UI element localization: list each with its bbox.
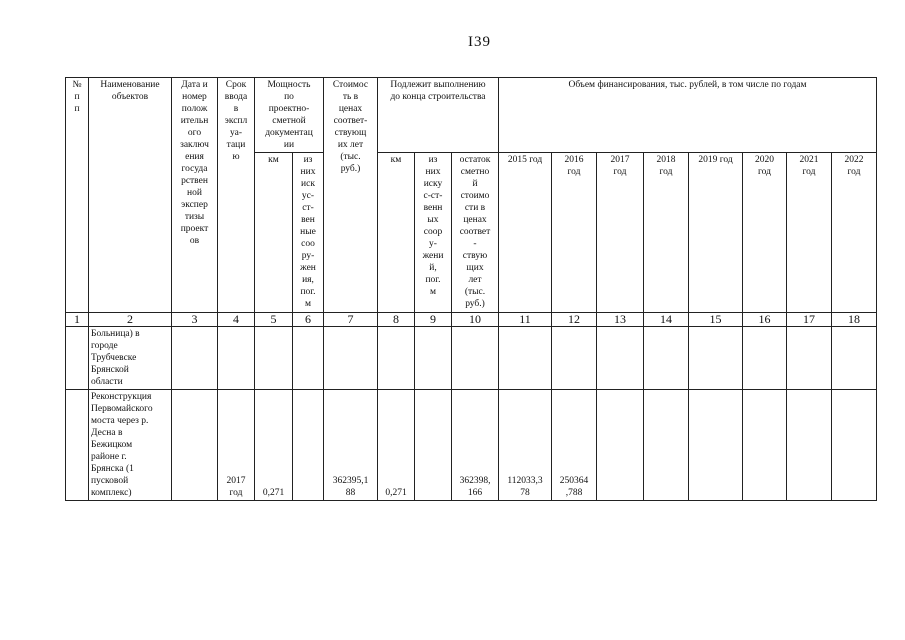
row-name: Реконструкция Первомайского моста через р. Десна в Бежицком районе г. Брянска (1 пусковой комплекс)	[89, 390, 172, 501]
column-number: 13	[597, 313, 644, 327]
row-year-value	[832, 390, 877, 501]
row-year-value	[689, 390, 743, 501]
header-num: № п п	[66, 78, 89, 313]
column-number: 11	[499, 313, 552, 327]
row-year-value	[644, 327, 689, 390]
header-year: 2021 год	[787, 153, 832, 313]
row-year-value	[832, 327, 877, 390]
row-year-value	[787, 327, 832, 390]
column-number: 5	[255, 313, 293, 327]
header-year: 2015 год	[499, 153, 552, 313]
column-number: 1	[66, 313, 89, 327]
row-capacity-km: 0,271	[255, 390, 293, 501]
header-cost: Стоимос ть в ценах соответ- ствующ их лет (тыс. руб.)	[324, 78, 378, 313]
row-year-value	[743, 327, 787, 390]
column-number: 17	[787, 313, 832, 327]
column-number: 18	[832, 313, 877, 327]
financing-table	[65, 77, 877, 501]
row-year-value: 112033,3 78	[499, 390, 552, 501]
row-year-value	[597, 390, 644, 501]
header-name: Наименование объектов	[89, 78, 172, 313]
row-remaining-cost	[452, 327, 499, 390]
column-number: 14	[644, 313, 689, 327]
row-year-value	[689, 327, 743, 390]
page-number: I39	[468, 34, 491, 50]
row-year-value	[743, 390, 787, 501]
column-number: 8	[378, 313, 415, 327]
row-cost	[324, 327, 378, 390]
column-number: 16	[743, 313, 787, 327]
header-capacity: Мощность по проектно- сметной документац ии	[255, 78, 324, 153]
header-year: 2016 год	[552, 153, 597, 313]
header-commission-term: Срок ввода в экспл уа- таци ю	[218, 78, 255, 313]
row-capacity-km	[255, 327, 293, 390]
header-financing: Объем финансирования, тыс. рублей, в том числе по годам	[499, 78, 877, 153]
row-year-value	[644, 390, 689, 501]
row-remaining-structures	[415, 390, 452, 501]
header-year: 2022 год	[832, 153, 877, 313]
row-commission-term	[218, 327, 255, 390]
column-number: 7	[324, 313, 378, 327]
column-number: 2	[89, 313, 172, 327]
row-year-value	[499, 327, 552, 390]
header-capacity-km: км	[255, 153, 293, 313]
row-year-value	[552, 327, 597, 390]
header-remaining-cost: остаток сметно й стоимо сти в ценах соответ - ствую щих лет (тыс. руб.)	[452, 153, 499, 313]
header-remaining-km: км	[378, 153, 415, 313]
row-year-value: 250364 ,788	[552, 390, 597, 501]
column-number: 15	[689, 313, 743, 327]
row-year-value	[787, 390, 832, 501]
header-expertise-date: Дата и номер полож ительн ого заключ ения госуда рствен ной экспер тизы проект ов	[172, 78, 218, 313]
row-expertise-date	[172, 327, 218, 390]
row-capacity-structures	[293, 390, 324, 501]
row-commission-term: 2017 год	[218, 390, 255, 501]
column-number: 9	[415, 313, 452, 327]
header-row-top	[66, 78, 877, 153]
row-expertise-date	[172, 390, 218, 501]
column-number: 6	[293, 313, 324, 327]
header-year: 2017 год	[597, 153, 644, 313]
row-name: Больница) в городе Трубчевске Брянской области	[89, 327, 172, 390]
header-year: 2020 год	[743, 153, 787, 313]
row-remaining-cost: 362398, 166	[452, 390, 499, 501]
column-number: 4	[218, 313, 255, 327]
header-remaining-structures: из них иску с-ст- венн ых соор у- жени й, пог. м	[415, 153, 452, 313]
header-year: 2018 год	[644, 153, 689, 313]
header-remaining: Подлежит выполнению до конца строительства	[378, 78, 499, 153]
column-number: 12	[552, 313, 597, 327]
column-number: 10	[452, 313, 499, 327]
row-capacity-structures	[293, 327, 324, 390]
row-year-value	[597, 327, 644, 390]
row-num	[66, 390, 89, 501]
row-remaining-km: 0,271	[378, 390, 415, 501]
header-year: 2019 год	[689, 153, 743, 313]
row-remaining-structures	[415, 327, 452, 390]
row-num	[66, 327, 89, 390]
column-number-row	[66, 313, 877, 327]
row-remaining-km	[378, 327, 415, 390]
table-row	[66, 390, 877, 501]
header-capacity-structures: из них иск ус- ст- вен ные соо ру- жен ия, пог. м	[293, 153, 324, 313]
column-number: 3	[172, 313, 218, 327]
table-row	[66, 327, 877, 390]
row-cost: 362395,1 88	[324, 390, 378, 501]
